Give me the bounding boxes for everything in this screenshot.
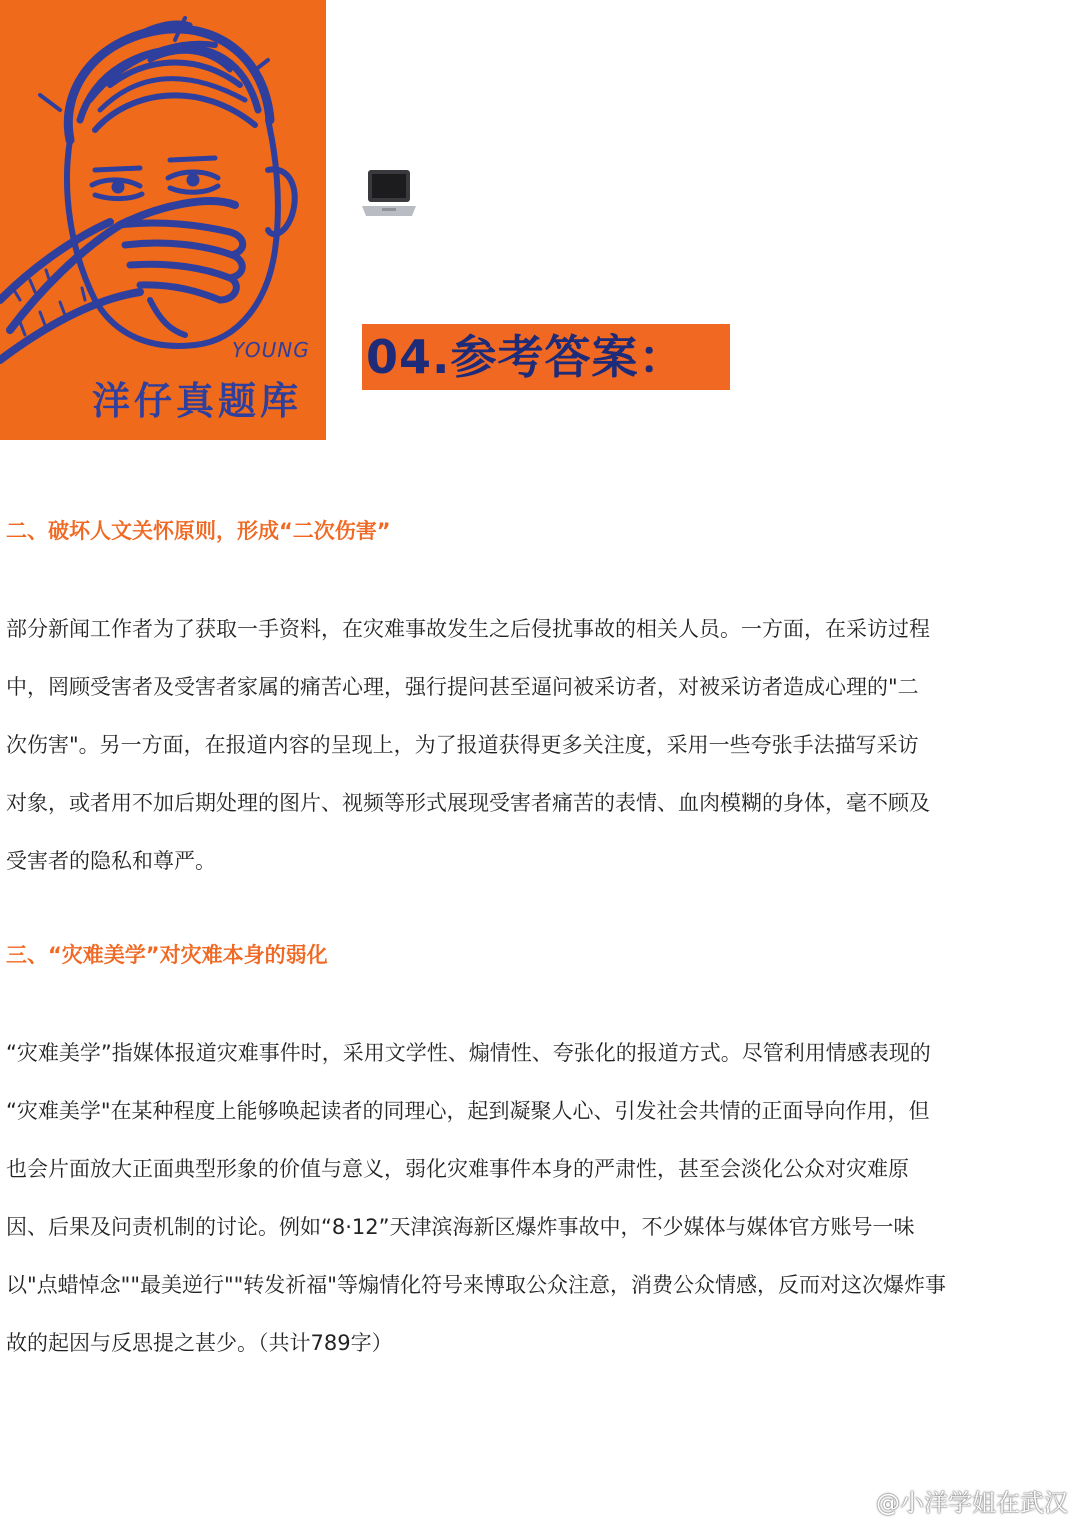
cover-brand-cn: 洋仔真题库 (92, 378, 303, 423)
section-heading-3: 三、“灾难美学”对灾难本身的弱化 (6, 943, 328, 967)
paragraph-line: 中，罔顾受害者及受害者家属的痛苦心理，强行提问甚至逼问被采访者，对被采访者造成心理的"二 (6, 675, 919, 699)
laptop-icon (360, 166, 418, 222)
cover-brand-en: YOUNG (232, 338, 310, 362)
weibo-watermark (830, 1483, 1068, 1518)
paragraph-line: 故的起因与反思提之甚少。（共计789字） (6, 1331, 393, 1355)
paragraph-line: 受害者的隐私和尊严。 (6, 849, 216, 873)
paragraph-line: 也会片面放大正面典型形象的价值与意义，弱化灾难事件本身的严肃性，甚至会淡化公众对灾难原 (6, 1157, 909, 1181)
paragraph-line: 部分新闻工作者为了获取一手资料，在灾难事故发生之后侵扰事故的相关人员。一方面，在采访过程 (6, 617, 930, 641)
paragraph-line: “灾难美学”指媒体报道灾难事件时，采用文学性、煽情性、夸张化的报道方式。尽管利用情感表现的 (6, 1041, 931, 1065)
weibo-icon (830, 1485, 870, 1517)
section-title: 04.参考答案： (366, 330, 686, 384)
paragraph-line: 次伤害"。另一方面，在报道内容的呈现上，为了报道获得更多关注度，采用一些夸张手法描写采访 (6, 733, 919, 757)
section-title-banner (362, 324, 730, 390)
paragraph-line: 因、后果及问责机制的讨论。例如“8·12”天津滨海新区爆炸事故中，不少媒体与媒体官方账号一味 (6, 1215, 915, 1239)
section-heading-2: 二、破坏人文关怀原则，形成“二次伤害” (6, 519, 391, 543)
watermark-text: @小洋学姐在武汉 (876, 1489, 1068, 1517)
cover-illustration (0, 0, 326, 440)
section-paragraph-3 (6, 1024, 1046, 1372)
paragraph-line: 以"点蜡悼念""最美逆行""转发祈福"等煽情化符号来博取公众注意，消费公众情感，反而对这次爆炸事 (6, 1273, 946, 1297)
section-paragraph-2 (6, 600, 1046, 890)
paragraph-line: “灾难美学"在某种程度上能够唤起读者的同理心，起到凝聚人心、引发社会共情的正面导向作用，但 (6, 1099, 930, 1123)
paragraph-line: 对象，或者用不加后期处理的图片、视频等形式展现受害者痛苦的表情、血肉模糊的身体，毫不顾及 (6, 791, 930, 815)
